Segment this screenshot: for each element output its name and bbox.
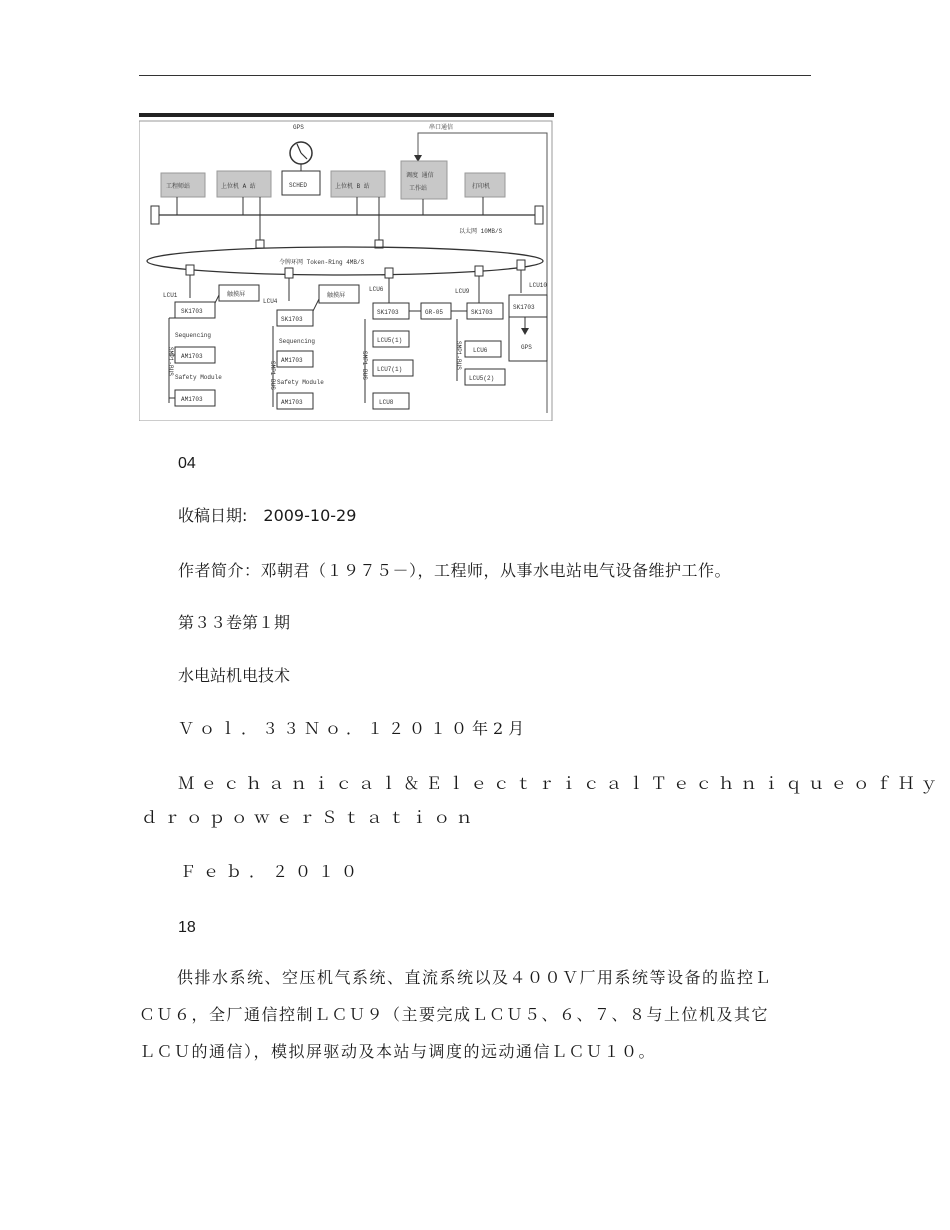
lcu10-label: LCU10	[529, 282, 548, 289]
issue-date-en: Ｆｅｂ．２０１０	[180, 862, 365, 881]
lcu4-touch-label: 触摸屏	[327, 292, 346, 299]
lcu1-label: LCU1	[163, 292, 178, 299]
lcu1-am1-label: AM1703	[181, 353, 203, 360]
figure-top-bar	[139, 113, 554, 117]
volume-issue: 第３３卷第１期	[178, 613, 291, 632]
lcu1-bus-label: SMP1-BUS	[167, 347, 174, 376]
lcu6-main-label: SK1703	[377, 309, 399, 316]
lcu9-label: LCU9	[455, 288, 470, 295]
lcu4-bus-label: SMP1-BUS	[269, 361, 276, 390]
station-host-b-label: 上位机 B 站	[335, 183, 370, 190]
lcu4-label: LCU4	[263, 298, 278, 305]
station-dispatch-label-2: 工作站	[409, 185, 428, 192]
lcu4-am1-label: AM1703	[281, 357, 303, 364]
station-dispatch	[401, 161, 447, 199]
lcu6-label: LCU6	[369, 286, 384, 293]
journal-title-en-line2: ｄｒｏｐｏｗｅｒＳｔａｔｉｏｎ	[141, 808, 479, 827]
received-date: 收稿日期: 2009-10-29	[178, 506, 357, 525]
station-printer-label: 打印机	[472, 183, 491, 190]
lcu4-safety-label: Safety Module	[277, 379, 324, 386]
figure-number: 04	[178, 455, 196, 472]
lcu10-sub-label: GPS	[521, 344, 532, 351]
vol-number-date: Ｖｏｌ．３３Ｎｏ．１２０１０年2月	[178, 719, 530, 738]
lcu6-sub-3: LCU8	[379, 399, 394, 406]
lcu1-main-label: SK1703	[181, 308, 203, 315]
ring-label: 令牌环网 Token-Ring 4MB/S	[279, 259, 365, 266]
journal-title-en-line1: Ｍｅｃｈａｎｉｃａｌ＆ＥｌｅｃｔｒｉｃａｌＴｅｃｈｎｉｑｕｅｏｆＨｙ	[178, 774, 943, 793]
station-host-a-label: 上位机 A 站	[221, 183, 256, 190]
station-engineer-label: 工程师站	[166, 183, 191, 190]
lcu4-main-label: SK1703	[281, 316, 303, 323]
lcu9-main-label: SK1703	[471, 309, 493, 316]
system-diagram-figure	[139, 113, 554, 421]
station-dispatch-label-1: 调度 通信	[406, 172, 434, 179]
lcu1-touch-label: 触摸屏	[227, 291, 246, 298]
author-info: 作者简介：邓朝君（１９７５－），工程师，从事水电站电气设备维护工作。	[178, 561, 732, 580]
lcu4-am2-label: AM1703	[281, 399, 303, 406]
lcu4-seq-label: Sequencing	[279, 338, 316, 345]
lcu6-sub-1: LCU5(1)	[377, 337, 403, 344]
ethernet-label: 以太网 10MB/S	[459, 228, 503, 235]
lcu6-sub-2: LCU7(1)	[377, 366, 403, 373]
gps-label: GPS	[293, 124, 304, 131]
lcu6-bus-label: SMP1-BUS	[361, 351, 368, 380]
station-sched-label: SCHED	[289, 182, 308, 189]
lcu9-sub-2: LCU5(2)	[469, 375, 495, 382]
journal-title-cn: 水电站机电技术	[178, 666, 291, 685]
link-gr05-label: GR-05	[425, 309, 444, 316]
lcu1-seq-label: Sequencing	[175, 332, 212, 339]
lcu9-bus-label: SMP1-BUS	[455, 341, 462, 370]
body-paragraph: 供排水系统、空压机气系统、直流系统以及４００Ｖ厂用系统等设备的监控ＬＣＵ６，全厂通信控制ＬＣＵ９（主要完成ＬＣＵ５、６、７、８与上位机及其它ＬＣＵ的通信），模拟屏驱动及本站与调度的远动通信ＬＣＵ１０。	[139, 968, 773, 1061]
lcu1-am2-label: AM1703	[181, 396, 203, 403]
header-rule	[139, 75, 811, 76]
page-number: 18	[178, 919, 196, 936]
serial-label: 串口通信	[429, 124, 454, 131]
lcu10-main-label: SK1703	[513, 304, 535, 311]
lcu9-sub-1: LCU6	[473, 347, 488, 354]
system-diagram	[139, 113, 554, 421]
lcu1-safety-label: Safety Module	[175, 374, 222, 381]
